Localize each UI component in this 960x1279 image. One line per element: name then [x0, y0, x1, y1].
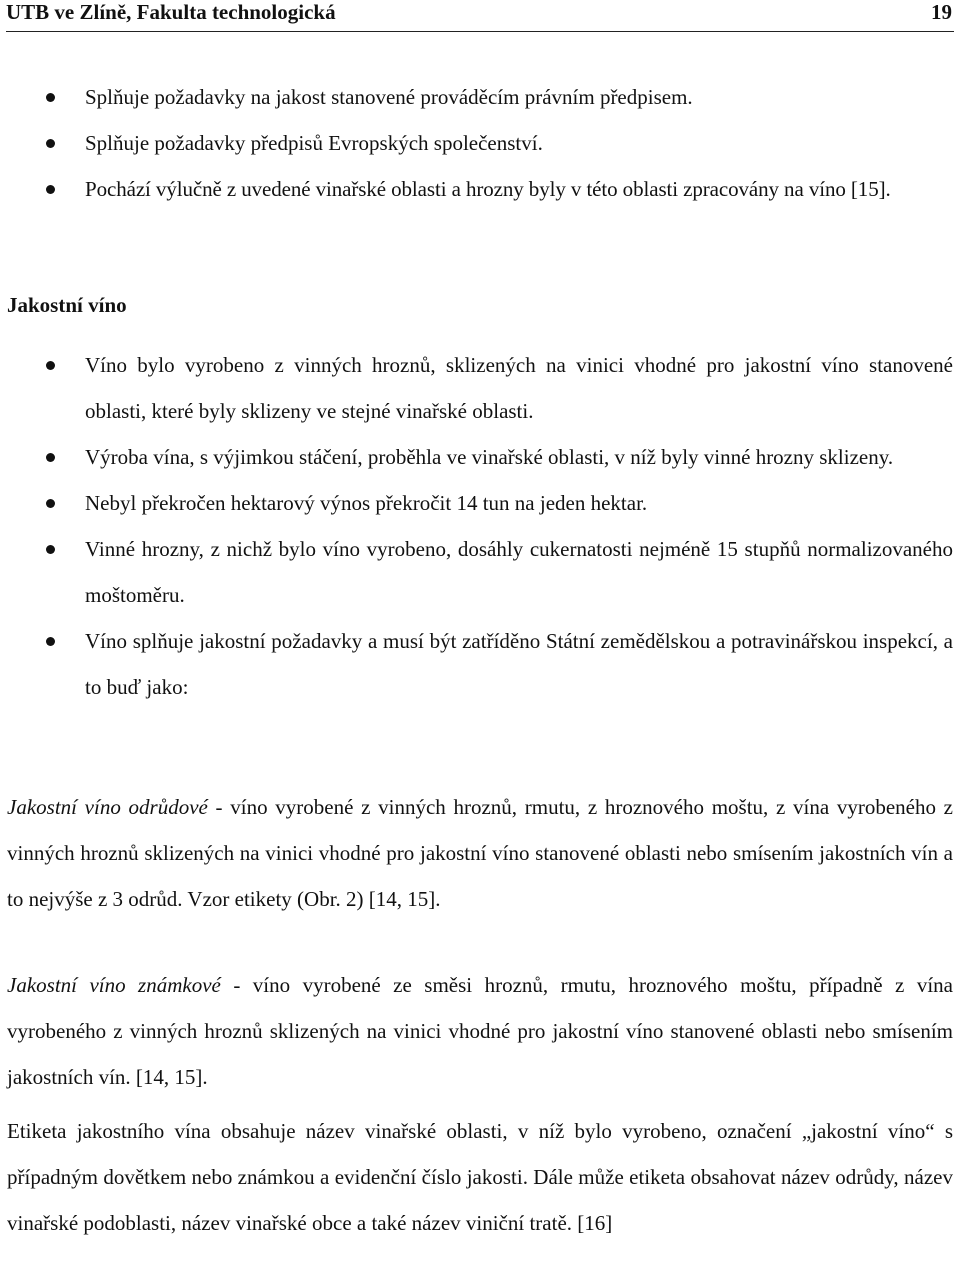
list-item: Vinné hrozny, z nichž bylo víno vyrobeno, dosáhly cukernatosti nejméně 15 stupňů normalizovaného moštoměru.	[0, 526, 953, 618]
page-number: 19	[931, 0, 952, 24]
text-varietal: - víno vyrobené z vinných hroznů, rmutu, z hroznového moštu, z vína vyrobeného z vinných hroznů sklizených na vinici vhodné pro jakostní víno stanovené oblasti nebo smísením jakostních vín a to nejvýše z 3 odrůd. Vzor etikety (Obr. 2) [14, 15].	[7, 795, 954, 911]
list-item: Víno splňuje jakostní požadavky a musí být zatříděno Státní zemědělskou a potravinářskou inspekcí, a to buď jako:	[0, 618, 953, 710]
paragraph-varietal-wine	[7, 784, 953, 922]
bullet-icon	[46, 499, 55, 508]
paragraph-brand-wine	[7, 962, 953, 1100]
bullet-icon	[46, 637, 55, 646]
term-varietal: Jakostní víno odrůdové	[7, 795, 208, 819]
list-item: Splňuje požadavky předpisů Evropských společenství.	[0, 120, 953, 166]
bullet-icon	[46, 361, 55, 370]
requirements-list	[0, 74, 960, 212]
bullet-icon	[46, 93, 55, 102]
paragraph-label: Etiketa jakostního vína obsahuje název vinařské oblasti, v níž bylo vyrobeno, označení „jakostní víno“ s případným dovětkem nebo známkou a evidenční číslo jakosti. Dále může etiketa obsahovat název odrůdy, název vinařské podoblasti, název vinařské obce a také název viniční tratě. [16]	[7, 1119, 953, 1235]
list-item: Víno bylo vyrobeno z vinných hroznů, sklizených na vinici vhodné pro jakostní víno stanovené oblasti, které byly sklizeny ve stejné vinařské oblasti.	[0, 342, 953, 434]
header-title: UTB ve Zlíně, Fakulta technologická	[6, 0, 336, 24]
list-item: Pochází výlučně z uvedené vinařské oblasti a hrozny byly v této oblasti zpracovány na víno [15].	[0, 166, 953, 212]
list-item: Výroba vína, s výjimkou stáčení, proběhla ve vinařské oblasti, v níž byly vinné hrozny sklizeny.	[0, 434, 953, 480]
text-brand: - víno vyrobené ze směsi hroznů, rmutu, hroznového moštu, případně z vína vyrobeného z vinných hroznů sklizených na vinici vhodné pro jakostní víno stanovené oblasti nebo smísením jakostních vín. [14, 15].	[7, 973, 953, 1089]
list-item: Splňuje požadavky na jakost stanovené prováděcím právním předpisem.	[0, 74, 953, 120]
quality-wine-list	[0, 342, 960, 710]
bullet-icon	[46, 453, 55, 462]
bullet-icon	[46, 185, 55, 194]
list-item: Nebyl překročen hektarový výnos překročit 14 tun na jeden hektar.	[0, 480, 953, 526]
term-brand: Jakostní víno známkové	[7, 973, 221, 997]
bullet-icon	[46, 139, 55, 148]
page-header	[6, 0, 954, 32]
bullet-icon	[46, 545, 55, 554]
section-heading: Jakostní víno	[7, 293, 127, 317]
